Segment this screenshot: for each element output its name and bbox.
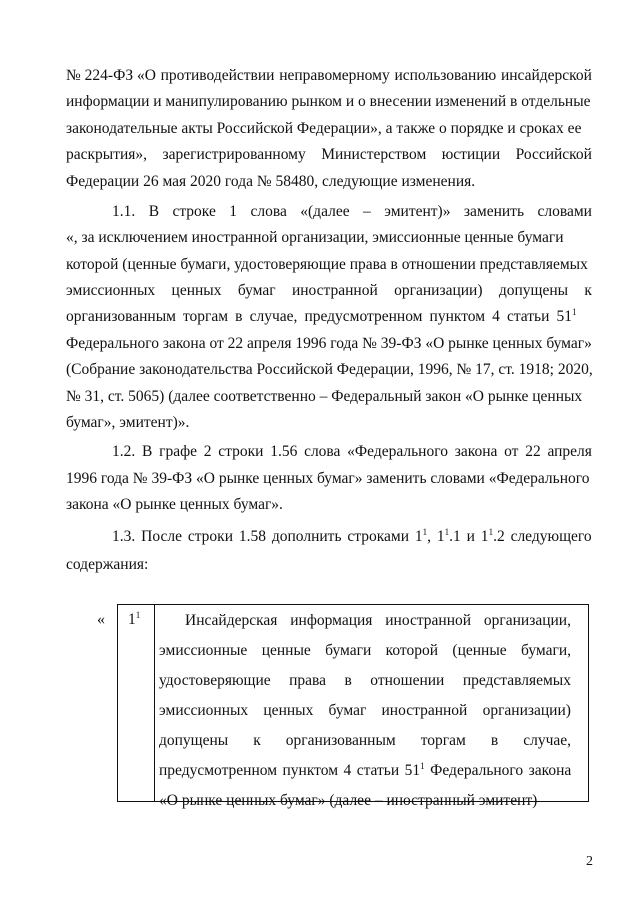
word: торгам xyxy=(420,732,466,749)
intro-line-5 xyxy=(66,172,592,192)
word: организации, xyxy=(483,612,571,629)
word: «Федерального xyxy=(347,443,448,460)
word: к xyxy=(584,282,592,299)
word: бумаги, xyxy=(521,642,571,659)
word: законодательные акты Российской Федерации», а также о порядке и сроках ее xyxy=(66,120,582,137)
p11-line-4 xyxy=(66,281,592,301)
word: информация xyxy=(290,612,373,629)
p11-line-6 xyxy=(66,334,592,354)
p11-line-9: бумаг», эмитент)». xyxy=(66,414,190,431)
word: «, за исключением иностранной организации, эмиссионные ценные бумаги xyxy=(66,229,564,246)
word: бумаги xyxy=(325,642,372,659)
word: использованию xyxy=(394,67,497,84)
word: 1.1. xyxy=(112,203,136,220)
p12-line-2 xyxy=(66,469,592,489)
intro-line-1 xyxy=(66,66,592,86)
word: эмиссионные xyxy=(159,642,248,659)
word: эмитент)» xyxy=(384,203,451,220)
p11-line-1 xyxy=(112,202,592,222)
p12-line-3: закона «О рынке ценных бумаг». xyxy=(66,496,283,513)
p13-line-2: содержания: xyxy=(66,556,149,573)
intro-line-4 xyxy=(66,145,592,165)
table-line-2 xyxy=(159,641,571,661)
word: Российской xyxy=(515,146,592,163)
word: Министерством xyxy=(321,146,427,163)
word: допущены xyxy=(159,732,229,749)
word: графе xyxy=(159,443,198,460)
word: слова xyxy=(304,443,341,460)
word: противодействии xyxy=(160,67,275,84)
word: строке xyxy=(172,203,216,220)
p11-line-3 xyxy=(66,255,592,275)
word: слова xyxy=(250,203,287,220)
word: словами xyxy=(537,203,592,220)
word: юстиции xyxy=(441,146,501,163)
word: эмиссионных xyxy=(66,282,156,299)
word: допущены xyxy=(498,282,569,299)
word: которой xyxy=(385,642,439,659)
word: инсайдерской xyxy=(500,67,592,84)
intro-line-3 xyxy=(66,119,592,139)
p13-line-1: 1.3. После строки 1.58 дополнить строками $1^1$, $1^1.1$ и $1^1.2$ следующего xyxy=(112,527,592,545)
word: организованным xyxy=(285,732,396,749)
word: бумаг xyxy=(237,282,276,299)
word: в xyxy=(344,672,352,689)
word: 1996 года № 39-ФЗ «О рынке ценных бумаг» заменить словами «Федерального xyxy=(66,470,590,487)
row-number-cell: $1^1$ xyxy=(118,605,155,802)
p11-line-8 xyxy=(66,387,592,407)
word: организации) xyxy=(394,282,483,299)
word: отношении xyxy=(370,672,445,689)
word: случае, xyxy=(523,732,571,749)
intro-line-2 xyxy=(66,92,592,112)
word: в xyxy=(490,732,499,749)
word: № 31, ст. 5065) (далее соответственно – Федеральный закон «О рынке ценных xyxy=(66,388,583,405)
word: зарегистрированному xyxy=(162,146,306,163)
word: к xyxy=(253,732,261,749)
word: Федерации 26 мая 2020 года № 58480, следующие изменения. xyxy=(66,173,476,190)
word: заменить xyxy=(463,203,525,220)
word: Федерального закона от 22 апреля 1996 года № 39-ФЗ «О рынке ценных бумаг» xyxy=(66,335,592,352)
table-open-quote: « xyxy=(97,611,105,628)
word: удостоверяющие xyxy=(159,672,271,689)
word: – xyxy=(363,203,371,220)
word: 1.2. xyxy=(112,443,136,460)
word: В xyxy=(148,203,160,220)
word: В xyxy=(142,443,153,460)
word: закона xyxy=(454,443,498,460)
word: ценных xyxy=(171,282,222,299)
word: организации) xyxy=(482,702,571,719)
page-number: 2 xyxy=(586,854,593,869)
table-line-7: «О рынке ценных бумаг» (далее – иностранный эмитент) xyxy=(159,792,538,809)
word: права xyxy=(289,672,327,689)
word: раскрытия», xyxy=(66,146,148,163)
word: № 224-ФЗ «О xyxy=(66,67,156,84)
p11-line-7 xyxy=(66,360,592,380)
word: бумаг xyxy=(328,702,367,719)
p11-line-2 xyxy=(66,228,592,248)
word: представляемых xyxy=(462,672,571,689)
word: строки xyxy=(218,443,264,460)
table-line-4 xyxy=(159,701,571,721)
word: (Собрание законодательства Российской Федерации, 1996, № 17, ст. 1918; 2020, xyxy=(66,361,593,378)
word: апреля xyxy=(547,443,592,460)
p11-line-5: организованным торгам в случае, предусмотренном пунктом 4 статьи $51^1$ xyxy=(66,307,577,325)
word: 1.56 xyxy=(270,443,298,460)
word: информации и манипулированию рынком и о внесении изменений в отдельные xyxy=(66,93,591,110)
word: иностранной xyxy=(385,612,472,629)
word: иностранной xyxy=(291,282,378,299)
word: 1 xyxy=(229,203,238,220)
word: неправомерному xyxy=(279,67,390,84)
table-line-5 xyxy=(159,731,571,751)
table-line-6: предусмотренном пунктом 4 статьи $51^1$ Федерального закона xyxy=(159,761,572,779)
word: Инсайдерская xyxy=(185,612,278,629)
word: эмиссионных xyxy=(159,702,249,719)
word: 22 xyxy=(525,443,541,460)
word: «(далее xyxy=(300,203,350,220)
word: 2 xyxy=(203,443,212,460)
word: (ценные xyxy=(452,642,507,659)
table-line-3 xyxy=(159,671,571,691)
word: иностранной xyxy=(381,702,468,719)
p12-line-1 xyxy=(112,442,592,462)
word: от xyxy=(504,443,519,460)
table-line-1 xyxy=(185,611,571,631)
word: ценные xyxy=(261,642,311,659)
word: ценных xyxy=(263,702,314,719)
word: которой (ценные бумаги, удостоверяющие права в отношении представляемых xyxy=(66,256,588,273)
